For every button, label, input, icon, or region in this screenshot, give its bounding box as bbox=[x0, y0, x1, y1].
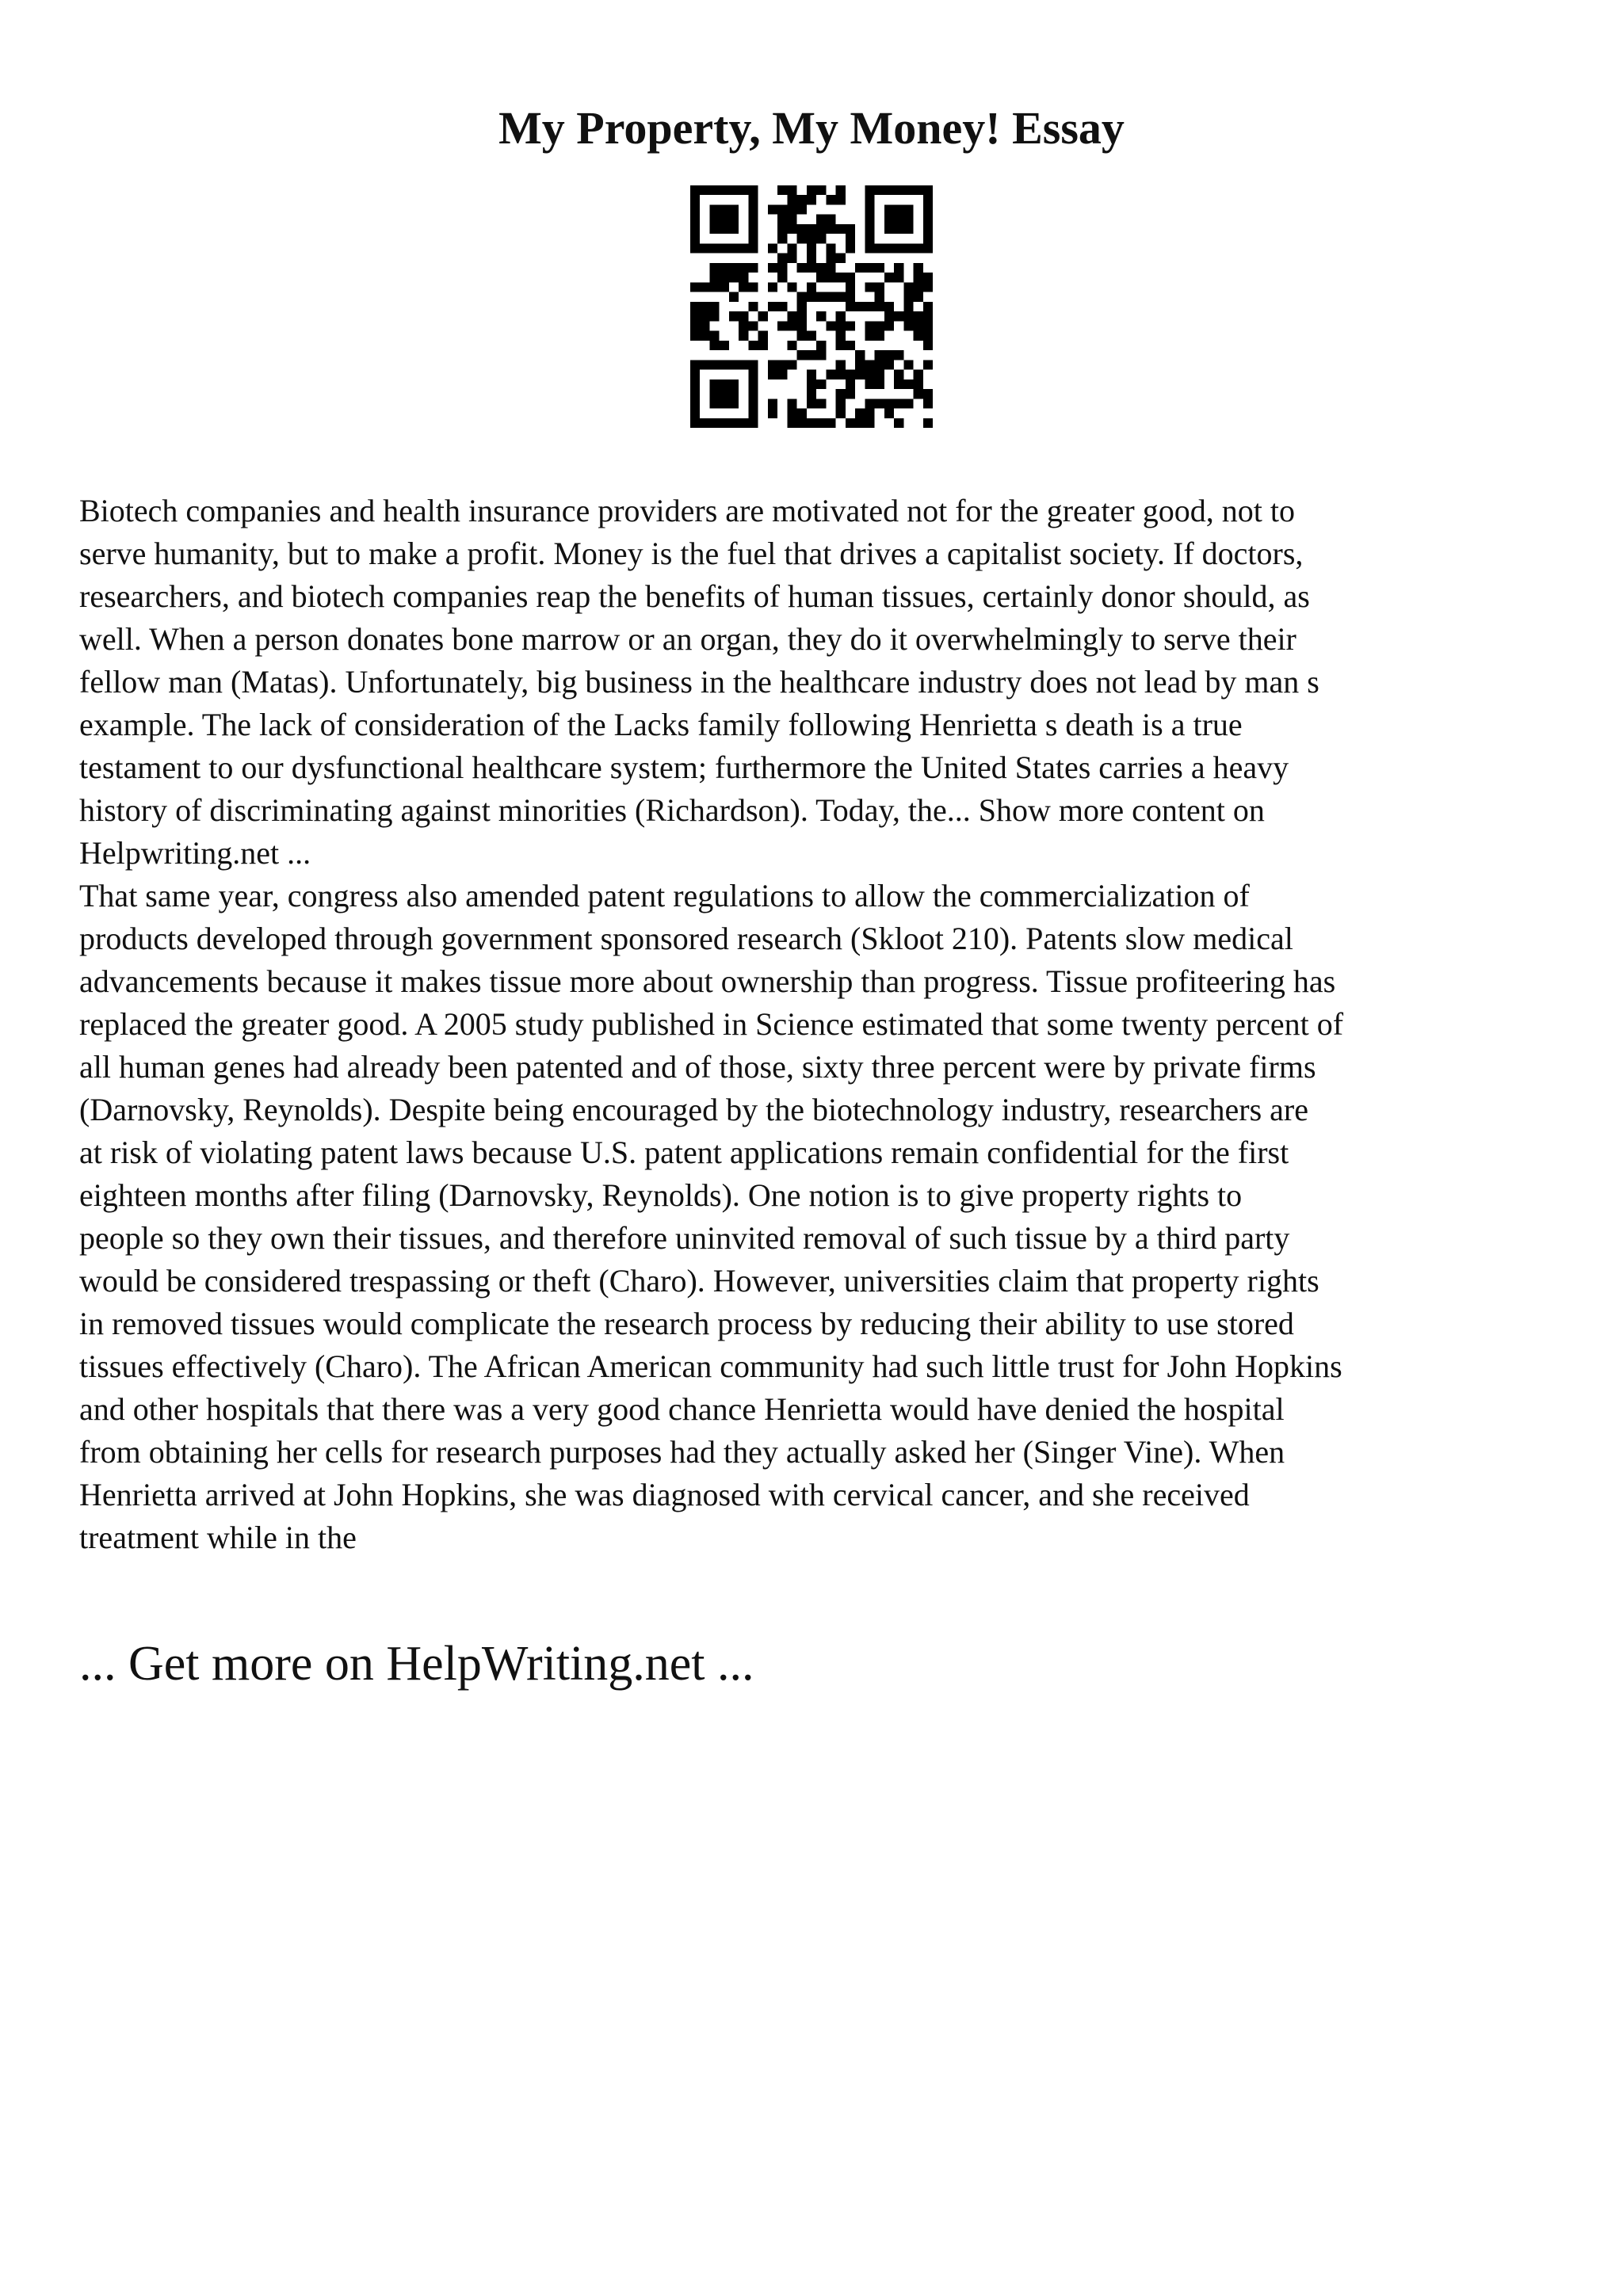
essay-paragraph-1: Biotech companies and health insurance providers are motivated not for the greater good, not to serve humanity, but to make a profit. Money is the fuel that drives a capitalist society. If doctors, researchers, and biotech companies reap the benefits of human tissues, certainly donor should, as well. When a person donates bone marrow or an organ, they do it overwhelmingly to serve their fellow man (Matas). Unfortunately, big business in the healthcare industry does not lead by man s example. The lack of consideration of the Lacks family following Henrietta s death is a true testament to our dysfunctional healthcare system; furthermore the United States carries a heavy history of discriminating against minorities (Richardson). Today, the... Show more content on Helpwriting.net ... bbox=[79, 493, 1319, 871]
page-title: My Property, My Money! Essay bbox=[498, 102, 1125, 154]
qr-code-icon bbox=[690, 185, 933, 428]
essay-paragraph-2: That same year, congress also amended patent regulations to allow the commercialization of products developed through government sponsored research (Skloot 210). Patents slow medical advancements because it makes tissue more about ownership than progress. Tissue profiteering has replaced the greater good. A 2005 study published in Science estimated that some twenty percent of all human genes had already been patented and of those, sixty three percent were by private firms (Darnovsky, Reynolds). Despite being encouraged by the biotechnology industry, researchers are at risk of violating patent laws because U.S. patent applications remain confidential for the first eighteen months after filing (Darnovsky, Reynolds). One notion is to give property rights to people so they own their tissues, and therefore uninvited removal of such tissue by a third party would be considered trespassing or theft (Charo). However, universities claim that property rights in removed tissues would complicate the research process by reducing their ability to use stored tissues effectively (Charo). The African American community had such little trust for John Hopkins and other hospitals that there was a very good chance Henrietta would have denied the hospital from obtaining her cells for research purposes had they actually asked her (Singer Vine). When Henrietta arrived at John Hopkins, she was diagnosed with cervical cancer, and she received treatment while in the bbox=[79, 878, 1344, 1555]
get-more-link[interactable]: ... Get more on HelpWriting.net ... bbox=[79, 1637, 754, 1691]
essay-body bbox=[79, 490, 1544, 1559]
qr-code-container bbox=[79, 185, 1544, 428]
